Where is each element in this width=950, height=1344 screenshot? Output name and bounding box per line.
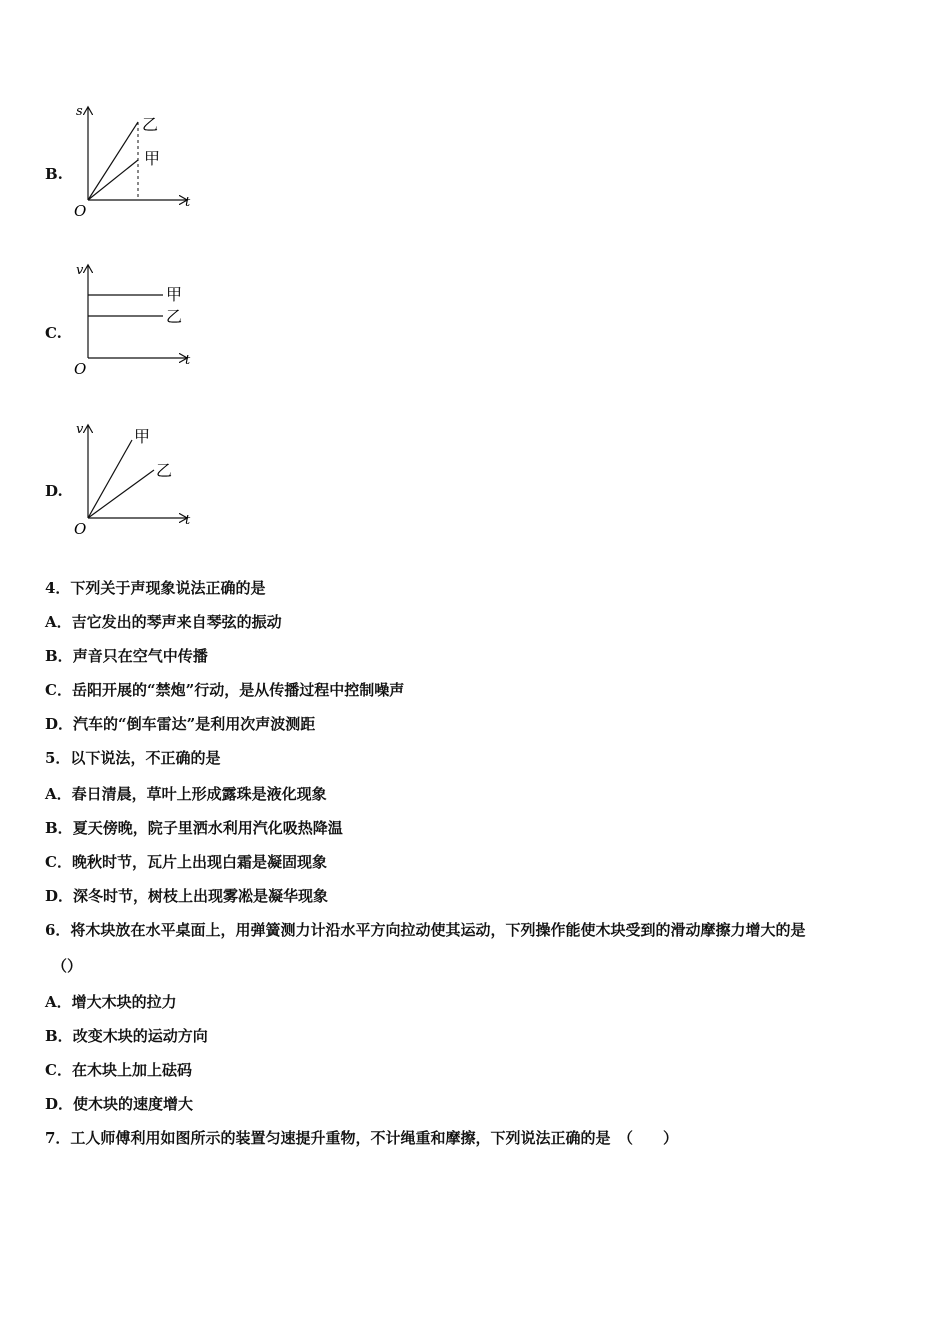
option-text: 汽车的“倒车雷达”是利用次声波测距 — [73, 715, 316, 733]
series-jia-line — [88, 440, 132, 518]
question-5-stem: 5．以下说法，不正确的是 — [45, 749, 221, 767]
question-6-option-d[interactable] — [45, 1094, 193, 1114]
series-yi-line — [88, 470, 154, 518]
origin-label: O — [74, 520, 87, 538]
question-4-stem: 4．下列关于声现象说法正确的是 — [45, 579, 266, 597]
option-d-label: D. — [45, 482, 63, 500]
question-4-option-c[interactable] — [45, 680, 404, 700]
option-d-graph — [68, 418, 208, 538]
option-label: B． — [45, 647, 73, 665]
question-5-option-b[interactable] — [45, 818, 343, 838]
question-4-option-d[interactable] — [45, 714, 315, 734]
option-text: 深冬时节，树枝上出现雾凇是凝华现象 — [73, 887, 329, 905]
question-6-stem-cont: （） — [52, 957, 83, 975]
question-6-option-b[interactable] — [45, 1026, 208, 1046]
y-axis-label: s — [76, 104, 83, 119]
option-text: 岳阳开展的“禁炮”行动，是从传播过程中控制噪声 — [71, 681, 405, 699]
question-5-option-c[interactable] — [45, 852, 327, 872]
series-a-label: 甲 — [166, 285, 183, 304]
x-axis-label: t — [185, 195, 191, 210]
option-label: A． — [45, 785, 72, 803]
option-text: 增大木块的拉力 — [71, 993, 177, 1011]
option-text: 改变木块的运动方向 — [72, 1027, 208, 1045]
option-c-graph — [68, 258, 208, 378]
origin-label: O — [74, 360, 87, 378]
y-axis-label: v — [76, 263, 84, 278]
option-label: C． — [45, 853, 72, 871]
question-7-stem: 7．工人师傅利用如图所示的装置匀速提升重物，不计绳重和摩擦，下列说法正确的是 （ ） — [45, 1129, 678, 1147]
question-6-option-a[interactable] — [45, 992, 177, 1012]
series-yi-line — [88, 122, 138, 200]
question-4-option-a[interactable] — [45, 612, 282, 632]
option-text: 声音只在空气中传播 — [72, 647, 208, 665]
option-b-graph — [68, 100, 208, 220]
option-b-label: B. — [45, 165, 63, 183]
series-a-label: 乙 — [142, 115, 159, 134]
x-axis-label: t — [185, 513, 191, 528]
option-text: 使木块的速度增大 — [73, 1095, 194, 1113]
option-label: D． — [45, 887, 74, 905]
option-label: D． — [45, 715, 74, 733]
option-text: 春日清晨，草叶上形成露珠是液化现象 — [71, 785, 327, 803]
option-label: A． — [45, 993, 72, 1011]
option-text: 在木块上加上砝码 — [71, 1061, 192, 1079]
series-a-label: 甲 — [134, 427, 151, 446]
option-label: B． — [45, 819, 73, 837]
option-text: 晚秋时节，瓦片上出现白霜是凝固现象 — [71, 853, 327, 871]
question-6-option-c[interactable] — [45, 1060, 192, 1080]
question-6-stem: 6．将木块放在水平桌面上，用弹簧测力计沿水平方向拉动使其运动，下列操作能使木块受到的滑动摩擦力增大的是 — [45, 921, 806, 939]
option-label: D． — [45, 1095, 74, 1113]
series-b-label: 甲 — [144, 149, 161, 168]
question-5-option-d[interactable] — [45, 886, 328, 906]
option-label: C． — [45, 1061, 72, 1079]
y-axis-label: v — [76, 422, 84, 437]
x-axis-label: t — [185, 353, 191, 368]
option-c-label: C. — [45, 324, 62, 342]
option-label: A． — [45, 613, 72, 631]
origin-label: O — [74, 202, 87, 220]
question-5-option-a[interactable] — [45, 784, 327, 804]
option-label: B． — [45, 1027, 73, 1045]
option-text: 吉它发出的琴声来自琴弦的振动 — [71, 613, 282, 631]
question-4-option-b[interactable] — [45, 646, 208, 666]
series-b-label: 乙 — [156, 461, 173, 480]
series-jia-line — [88, 160, 138, 200]
series-b-label: 乙 — [166, 307, 183, 326]
option-label: C． — [45, 681, 72, 699]
option-text: 夏天傍晚，院子里洒水利用汽化吸热降温 — [72, 819, 343, 837]
